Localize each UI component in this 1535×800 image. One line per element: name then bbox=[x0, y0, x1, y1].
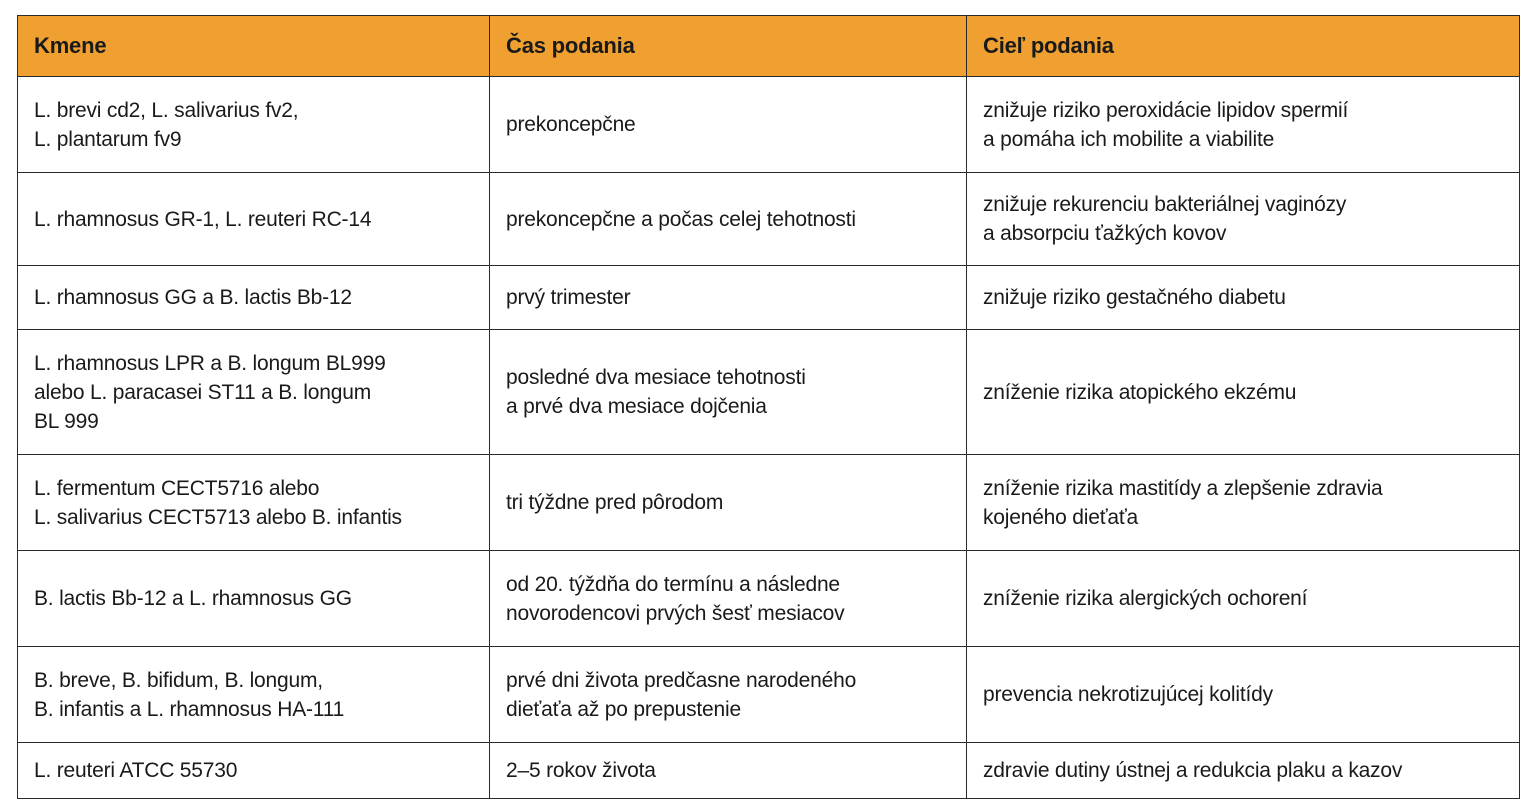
cell-timing: posledné dva mesiace tehotnosti a prvé dva mesiace dojčenia bbox=[490, 330, 967, 455]
cell-strains: L. rhamnosus GG a B. lactis Bb-12 bbox=[18, 266, 490, 330]
cell-goal: prevencia nekrotizujúcej kolitídy bbox=[967, 647, 1520, 743]
table-row bbox=[18, 330, 1520, 455]
table-row bbox=[18, 173, 1520, 266]
cell-strains: L. rhamnosus GR-1, L. reuteri RC-14 bbox=[18, 173, 490, 266]
column-header-strains: Kmene bbox=[18, 16, 490, 77]
header-row bbox=[18, 16, 1520, 77]
cell-timing: prvé dni života predčasne narodeného dieťaťa až po prepustenie bbox=[490, 647, 967, 743]
cell-goal: znižuje riziko peroxidácie lipidov spermií a pomáha ich mobilite a viabilite bbox=[967, 77, 1520, 173]
cell-strains: L. reuteri ATCC 55730 bbox=[18, 743, 490, 799]
cell-strains: B. breve, B. bifidum, B. longum, B. infantis a L. rhamnosus HA-111 bbox=[18, 647, 490, 743]
cell-goal: zníženie rizika alergických ochorení bbox=[967, 551, 1520, 647]
table-row bbox=[18, 77, 1520, 173]
cell-strains: B. lactis Bb-12 a L. rhamnosus GG bbox=[18, 551, 490, 647]
table-row bbox=[18, 266, 1520, 330]
table-row bbox=[18, 647, 1520, 743]
table-body bbox=[18, 77, 1520, 799]
table-row bbox=[18, 551, 1520, 647]
cell-strains: L. brevi cd2, L. salivarius fv2, L. plantarum fv9 bbox=[18, 77, 490, 173]
cell-goal: zdravie dutiny ústnej a redukcia plaku a kazov bbox=[967, 743, 1520, 799]
cell-goal: zníženie rizika mastitídy a zlepšenie zdravia kojeného dieťaťa bbox=[967, 455, 1520, 551]
cell-goal: znižuje riziko gestačného diabetu bbox=[967, 266, 1520, 330]
table-row bbox=[18, 743, 1520, 799]
cell-timing: tri týždne pred pôrodom bbox=[490, 455, 967, 551]
table-row bbox=[18, 455, 1520, 551]
cell-timing: prekoncepčne a počas celej tehotnosti bbox=[490, 173, 967, 266]
cell-timing: 2–5 rokov života bbox=[490, 743, 967, 799]
cell-goal: zníženie rizika atopického ekzému bbox=[967, 330, 1520, 455]
table-header bbox=[18, 16, 1520, 77]
column-header-timing: Čas podania bbox=[490, 16, 967, 77]
cell-timing: prekoncepčne bbox=[490, 77, 967, 173]
cell-goal: znižuje rekurenciu bakteriálnej vaginózy a absorpciu ťažkých kovov bbox=[967, 173, 1520, 266]
cell-strains: L. fermentum CECT5716 alebo L. salivarius CECT5713 alebo B. infantis bbox=[18, 455, 490, 551]
column-header-goal: Cieľ podania bbox=[967, 16, 1520, 77]
cell-strains: L. rhamnosus LPR a B. longum BL999 alebo L. paracasei ST11 a B. longum BL 999 bbox=[18, 330, 490, 455]
probiotics-table bbox=[17, 15, 1520, 799]
cell-timing: od 20. týždňa do termínu a následne novorodencovi prvých šesť mesiacov bbox=[490, 551, 967, 647]
cell-timing: prvý trimester bbox=[490, 266, 967, 330]
